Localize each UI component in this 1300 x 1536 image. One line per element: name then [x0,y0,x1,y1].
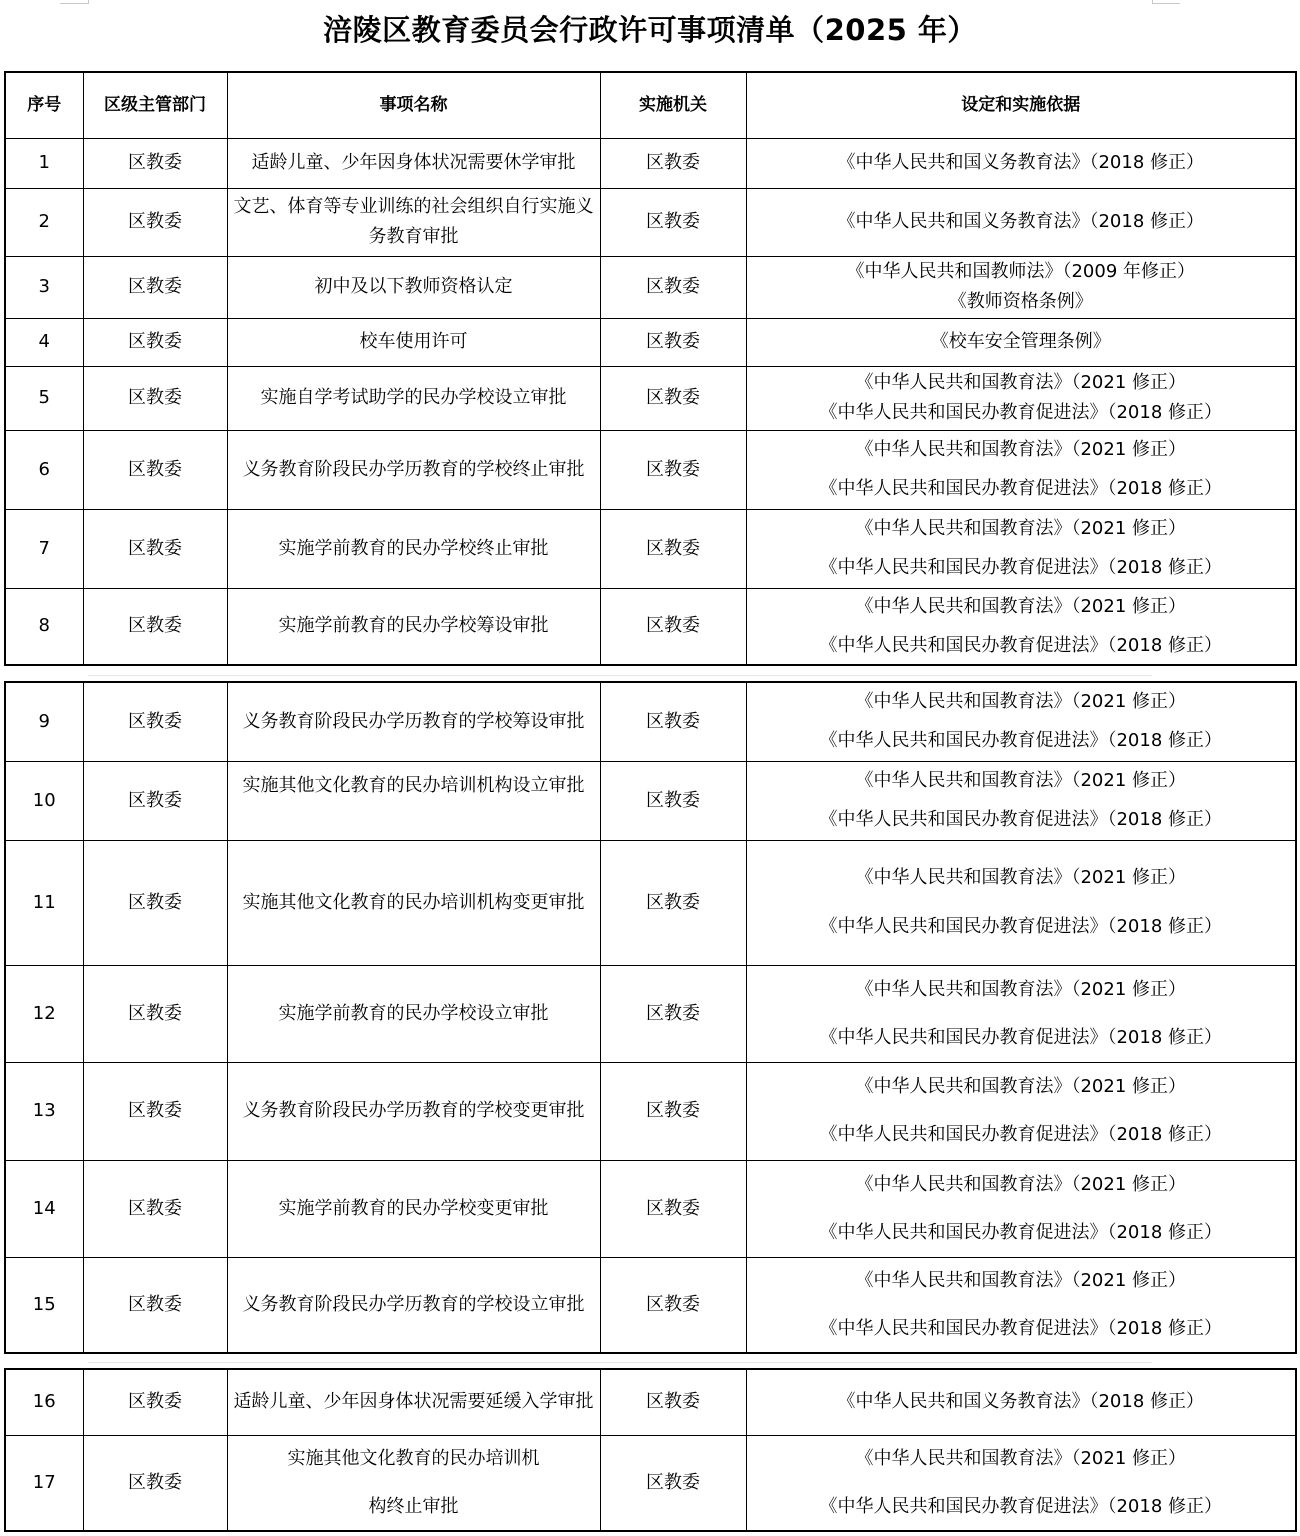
basis-line: 《中华人民共和国教育法》（2021 修正） [855,691,1187,713]
row-agency: 区教委 [600,1160,746,1257]
row-dept: 区教委 [83,318,227,366]
row-agency: 区教委 [600,509,746,588]
item-line: 义务教育阶段民办学历教育的学校变更审批 [242,1100,585,1121]
basis-line: 《中华人民共和国教师法》（2009 年修正） [846,261,1196,282]
row-agency: 区教委 [600,1369,746,1435]
row-agency: 区教委 [600,318,746,366]
row-basis [746,1369,1296,1435]
basis-line: 《教师资格条例》 [948,291,1093,312]
row-item [227,965,600,1062]
row-no: 13 [5,1062,83,1160]
row-agency: 区教委 [600,430,746,509]
basis-line: 《中华人民共和国教育法》（2021 修正） [855,595,1187,617]
page-corner-mark-right [1152,3,1180,4]
table-row [5,840,1296,965]
row-no: 14 [5,1160,83,1257]
row-item [227,138,600,188]
page-break-mark [88,675,1152,676]
basis-line: 《中华人民共和国教育法》（2021 修正） [855,1173,1187,1195]
basis-line: 《校车安全管理条例》 [930,331,1111,352]
row-basis [746,1062,1296,1160]
row-no: 11 [5,840,83,965]
row-no: 15 [5,1257,83,1353]
basis-line: 《中华人民共和国教育法》（2021 修正） [855,1076,1187,1097]
row-no: 2 [5,188,83,256]
row-basis [746,682,1296,761]
row-dept: 区教委 [83,965,227,1062]
row-basis [746,188,1296,256]
item-line: 适龄儿童、少年因身体状况需要休学审批 [251,152,576,173]
item-line: 实施其他文化教育的民办培训机 [287,1447,540,1469]
row-basis [746,366,1296,430]
row-dept: 区教委 [83,509,227,588]
page-title: 涪陵区教育委员会行政许可事项清单（2025 年） [323,13,977,47]
row-dept: 区教委 [83,1369,227,1435]
row-item [227,366,600,430]
row-basis [746,1257,1296,1353]
table-row [5,1435,1296,1531]
row-dept: 区教委 [83,256,227,318]
header-dept: 区级主管部门 [83,72,227,138]
item-line: 校车使用许可 [359,331,468,352]
row-dept: 区教委 [83,1435,227,1531]
table-row [5,256,1296,318]
basis-line: 《中华人民共和国民办教育促进法》（2018 修正） [819,634,1223,656]
row-dept: 区教委 [83,138,227,188]
row-item [227,318,600,366]
header-agency: 实施机关 [600,72,746,138]
basis-line: 《中华人民共和国教育法》（2021 修正） [855,867,1187,888]
row-agency: 区教委 [600,1257,746,1353]
table-header-row [5,72,1296,138]
row-agency: 区教委 [600,588,746,665]
row-basis [746,965,1296,1062]
basis-line: 《中华人民共和国教育法》（2021 修正） [855,978,1187,1000]
item-line: 务教育审批 [368,226,459,247]
row-agency: 区教委 [600,682,746,761]
item-line: 实施学前教育的民办学校变更审批 [278,1197,549,1219]
row-item [227,840,600,965]
permit-table-part-2 [4,681,1297,1354]
item-line: 初中及以下教师资格认定 [314,276,513,297]
table-row [5,588,1296,665]
row-basis [746,588,1296,665]
row-dept: 区教委 [83,1160,227,1257]
row-no: 16 [5,1369,83,1435]
table-row [5,366,1296,430]
table-row [5,1369,1296,1435]
row-basis [746,1435,1296,1531]
item-line: 实施其他文化教育的民办培训机构变更审批 [242,891,585,913]
row-basis [746,318,1296,366]
basis-line: 《中华人民共和国义务教育法》（2018 修正） [837,1391,1205,1413]
basis-line: 《中华人民共和国民办教育促进法》（2018 修正） [819,1495,1223,1517]
row-item [227,1369,600,1435]
item-line: 实施自学考试助学的民办学校设立审批 [260,387,567,408]
basis-line: 《中华人民共和国民办教育促进法》（2018 修正） [819,730,1223,752]
item-line: 实施学前教育的民办学校筹设审批 [278,615,549,637]
row-no: 4 [5,318,83,366]
row-no: 12 [5,965,83,1062]
table-row [5,761,1296,840]
row-agency: 区教委 [600,366,746,430]
table-row [5,188,1296,256]
row-item [227,256,600,318]
header-no: 序号 [5,72,83,138]
row-no: 8 [5,588,83,665]
row-no: 5 [5,366,83,430]
row-basis [746,1160,1296,1257]
row-agency: 区教委 [600,188,746,256]
item-line: 实施学前教育的民办学校设立审批 [278,1002,549,1024]
row-item [227,1435,600,1531]
row-basis [746,138,1296,188]
table-row [5,318,1296,366]
basis-line: 《中华人民共和国义务教育法》（2018 修正） [837,211,1205,232]
item-line: 适龄儿童、少年因身体状况需要延缓入学审批 [233,1391,594,1413]
row-dept: 区教委 [83,1062,227,1160]
item-line: 义务教育阶段民办学历教育的学校筹设审批 [242,710,585,732]
item-line: 义务教育阶段民办学历教育的学校设立审批 [242,1293,585,1315]
table-row [5,509,1296,588]
row-basis [746,430,1296,509]
basis-line: 《中华人民共和国教育法》（2021 修正） [855,372,1187,393]
basis-line: 《中华人民共和国民办教育促进法》（2018 修正） [819,402,1223,423]
basis-line: 《中华人民共和国民办教育促进法》（2018 修正） [819,1124,1223,1145]
row-dept: 区教委 [83,761,227,840]
row-dept: 区教委 [83,588,227,665]
basis-line: 《中华人民共和国民办教育促进法》（2018 修正） [819,1221,1223,1243]
row-no: 17 [5,1435,83,1531]
row-basis [746,761,1296,840]
table-row [5,138,1296,188]
basis-line: 《中华人民共和国民办教育促进法》（2018 修正） [819,1317,1223,1339]
table-row [5,430,1296,509]
header-item: 事项名称 [227,72,600,138]
row-dept: 区教委 [83,430,227,509]
row-basis [746,509,1296,588]
row-basis [746,840,1296,965]
basis-line: 《中华人民共和国教育法》（2021 修正） [855,439,1187,460]
row-agency: 区教委 [600,761,746,840]
row-dept: 区教委 [83,188,227,256]
item-line: 实施其他文化教育的民办培训机构设立审批 [242,774,585,796]
row-item [227,1062,600,1160]
row-agency: 区教委 [600,256,746,318]
row-dept: 区教委 [83,840,227,965]
table-row [5,1160,1296,1257]
row-dept: 区教委 [83,366,227,430]
basis-line: 《中华人民共和国教育法》（2021 修正） [855,1269,1187,1291]
page-break-mark [88,1362,1152,1363]
table-row [5,682,1296,761]
basis-line: 《中华人民共和国民办教育促进法》（2018 修正） [819,1026,1223,1048]
row-item [227,509,600,588]
row-no: 1 [5,138,83,188]
row-agency: 区教委 [600,1062,746,1160]
row-dept: 区教委 [83,682,227,761]
row-agency: 区教委 [600,1435,746,1531]
item-line: 义务教育阶段民办学历教育的学校终止审批 [242,458,585,480]
basis-line: 《中华人民共和国教育法》（2021 修正） [855,1447,1187,1469]
row-no: 7 [5,509,83,588]
permit-table-part-1 [4,71,1297,666]
row-item [227,761,600,840]
page-corner-mark-left-v [88,0,89,4]
basis-line: 《中华人民共和国民办教育促进法》（2018 修正） [819,557,1223,578]
table-row [5,1257,1296,1353]
item-line: 文艺、体育等专业训练的社会组织自行实施义 [233,196,594,217]
basis-line: 《中华人民共和国民办教育促进法》（2018 修正） [819,916,1223,937]
item-line: 构终止审批 [368,1495,459,1517]
basis-line: 《中华人民共和国义务教育法》（2018 修正） [837,152,1205,173]
row-dept: 区教委 [83,1257,227,1353]
row-agency: 区教委 [600,840,746,965]
basis-line: 《中华人民共和国教育法》（2021 修正） [855,770,1187,791]
page-corner-mark-right-v [1152,0,1153,4]
row-agency: 区教委 [600,965,746,1062]
page-corner-mark-left [60,3,88,4]
row-item [227,588,600,665]
row-item [227,1257,600,1353]
row-agency: 区教委 [600,138,746,188]
row-no: 6 [5,430,83,509]
row-item [227,1160,600,1257]
table-row [5,965,1296,1062]
header-basis: 设定和实施依据 [746,72,1296,138]
row-no: 9 [5,682,83,761]
row-basis [746,256,1296,318]
basis-line: 《中华人民共和国民办教育促进法》（2018 修正） [819,809,1223,830]
basis-line: 《中华人民共和国民办教育促进法》（2018 修正） [819,478,1223,499]
row-item [227,430,600,509]
basis-line: 《中华人民共和国教育法》（2021 修正） [855,518,1187,539]
table-row [5,1062,1296,1160]
row-item [227,682,600,761]
row-item [227,188,600,256]
permit-table-part-3 [4,1368,1297,1532]
row-no: 10 [5,761,83,840]
item-line: 实施学前教育的民办学校终止审批 [278,537,549,559]
row-no: 3 [5,256,83,318]
